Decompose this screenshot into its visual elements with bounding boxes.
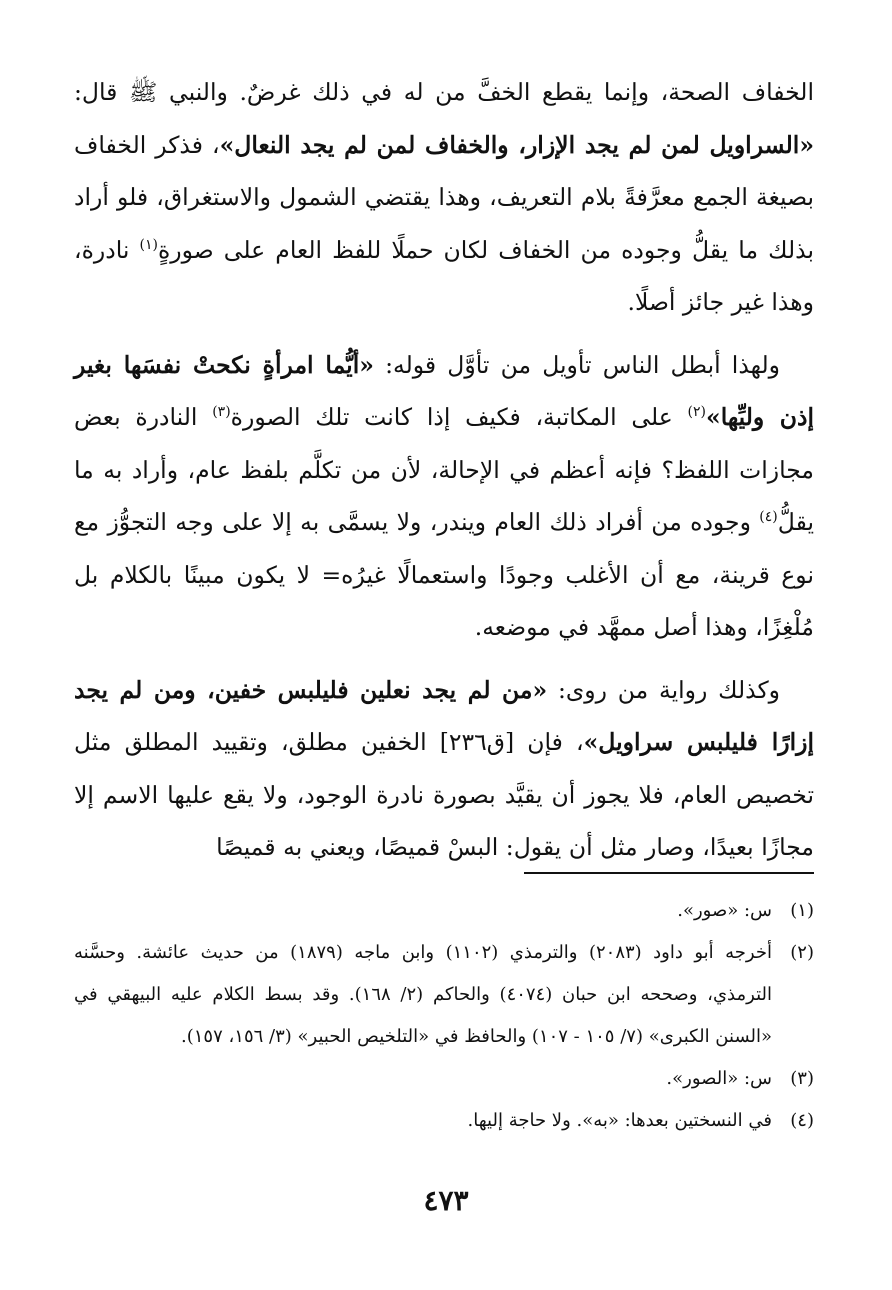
paragraph-1	[74, 66, 814, 329]
footnote-ref-1[interactable]: (١)	[139, 236, 158, 253]
footnote-2	[74, 932, 814, 1058]
footnote-3	[74, 1058, 814, 1100]
footnote-text: في النسختين بعدها: «به». ولا حاجة إليها.	[467, 1110, 772, 1131]
text-run: الخفاف الصحة، وإنما يقطع الخفَّ من له في ذلك غرضٌ. والنبي ﷺ قال:	[74, 78, 814, 106]
footnote-4	[74, 1100, 814, 1142]
text-run: نادرة، وهذا غير جائز أصلًا.	[74, 235, 814, 316]
hadith-quote: «أيُّما امرأةٍ نكحتْ نفسَها بغير إذن وليِّها»	[74, 350, 814, 431]
footnote-number: (٢)	[790, 942, 814, 963]
footnote-ref-2[interactable]: (٢)	[687, 404, 706, 421]
text-run: ولهذا أبطل الناس تأويل من تأوَّل قوله:	[373, 350, 780, 379]
text-run: وجوده من أفراد ذلك العام ويندر، ولا يسمَّى به إلا على وجه التجوُّز مع نوع قرينة، مع أن الأغلب وجودًا واستعمالًا غيرُه= لا يكون مبينًا بالكلام بل مُلْغِزًا، وهذا أصل ممهَّد في موضعه.	[74, 508, 814, 641]
hadith-quote: «السراويل لمن لم يجد الإزار، والخفاف لمن لم يجد النعال»	[219, 130, 815, 159]
footnotes	[74, 890, 814, 1142]
footnote-ref-4[interactable]: (٤)	[759, 509, 778, 526]
text-run: على المكاتبة، فكيف إذا كانت تلك الصورة	[230, 403, 688, 431]
footnote-number: (٣)	[790, 1068, 814, 1089]
paragraph-2	[74, 339, 814, 654]
text-run: وكذلك رواية من روى:	[547, 675, 780, 704]
footnote-ref-3[interactable]: (٣)	[212, 404, 231, 421]
footnote-text: س: «الصور».	[666, 1068, 772, 1089]
footnote-number: (٤)	[790, 1110, 814, 1131]
text-run: ، فذكر الخفاف بصيغة الجمع معرَّفةً بلام التعريف، وهذا يقتضي الشمول والاستغراق، فلو أراد بذلك ما يقلُّ وجوده من الخفاف لكان حملًا للفظ العام على صورةٍ	[74, 130, 814, 264]
footnote-separator	[524, 872, 814, 874]
main-text	[74, 66, 814, 874]
footnote-text: س: «صور».	[677, 900, 772, 921]
footnote-text: أخرجه أبو داود (٢٠٨٣) والترمذي (١١٠٢) وابن ماجه (١٨٧٩) من حديث عائشة. وحسَّنه الترمذي، وصححه ابن حبان (٤٠٧٤) والحاكم (٢/ ١٦٨). وقد بسط الكلام عليه البيهقي في «السنن الكبرى» (٧/ ١٠٥ - ١٠٧) والحافظ في «التلخيص الحبير» (٣/ ١٥٦، ١٥٧).	[74, 942, 772, 1047]
footnote-number: (١)	[790, 900, 814, 921]
footnote-1	[74, 890, 814, 932]
text-run: ، فإن [ق٢٣٦] الخفين مطلق، وتقييد المطلق مثل تخصيص العام، فلا يجوز أن يقيَّد بصورة نادرة الوجود، ولا يقع عليها الاسم إلا مجازًا بعيدًا، وصار مثل أن يقول: البسْ قميصًا، ويعني به قميصًا	[74, 728, 814, 861]
page-number: ٤٧٣	[423, 1184, 469, 1217]
hadith-quote: «من لم يجد نعلين فليلبس خفين، ومن لم يجد إزارًا فليلبس سراويل»	[74, 675, 814, 756]
text-run: النادرة بعض مجازات اللفظ؟ فإنه أعظم في الإحالة، لأن من تكلَّم بلفظ عام، وأراد به ما يقلُّ	[74, 403, 814, 536]
paragraph-3	[74, 664, 814, 874]
